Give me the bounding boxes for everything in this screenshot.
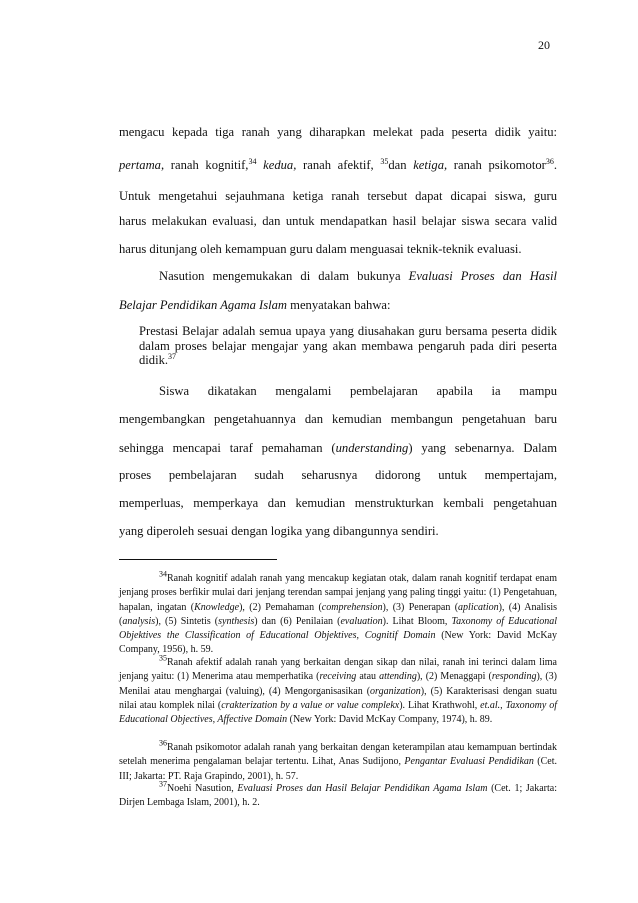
footnote-34: $^{34}$Ranah kognitif adalah ranah yang mencakup kegiatan otak, dalam ranah kognitif terdapat enam jenjang proses berfikir mulai dari jenjang terendan sampai jenjang yang paling tinggi yaitu: (1) Pengetahuan, hapalan, ingatan (Knowledge), (2) Pemahaman (comprehension), (3) Penerapan (aplication), (4) Analisis (analysis), (5) Sintetis (synthesis) dan (6) Penilaian (evaluation). Lihat Bloom, Taxonomy of Educational Objektives the Classification of Educational Objektives, Cognitif Domain (New York: David McKay Company, 1956), h. 59. <box>119 569 558 656</box>
footnote-ref-37[interactable]: 37 <box>168 351 177 361</box>
p1-line-3: Untuk mengetahui sejauhmana ketiga ranah tersebut dapat dicapai siswa, guru <box>119 189 557 203</box>
p3-line-1: Siswa dikatakan mengalami pembelajaran apabila ia mampu <box>159 384 557 398</box>
p2-line-1: Nasution mengemukakan di dalam bukunya Evaluasi Proses dan Hasil <box>159 269 558 283</box>
page-number: 20 <box>538 38 550 52</box>
p3-line-3: sehingga mencapai taraf pemahaman (understanding) yang sebenarnya. Dalam <box>119 441 557 455</box>
main-text <box>119 0 557 560</box>
p1-line-1: mengacu kepada tiga ranah yang diharapkan melekat pada peserta didik yaitu: <box>119 125 557 139</box>
footnote-ref-36[interactable]: 36 <box>545 156 554 166</box>
footnote-ref-35[interactable]: 35 <box>380 156 389 166</box>
p3-line-2: mengembangkan pengetahuannya dan kemudian membangun pengetahuan baru <box>119 412 557 426</box>
p2-line-2: Belajar Pendidikan Agama Islam menyatakan bahwa: <box>119 298 391 312</box>
footnote-divider <box>119 559 277 560</box>
footnote-37: $^{37}$Noehi Nasution, Evaluasi Proses dan Hasil Belajar Pendidikan Agama Islam (Cet. 1; Jakarta: Dirjen Lembaga Islam, 2001), h. 2. <box>119 779 557 809</box>
p3-line-5: memperluas, memperkaya dan kemudian menstrukturkan kembali pengetahuan <box>119 496 557 510</box>
block-quote: Prestasi Belajar adalah semua upaya yang diusahakan guru bersama peserta didik dalam proses belajar mengajar yang akan membawa pengaruh pada diri peserta didik.$^{37}$ <box>139 324 557 367</box>
p1-line-4: harus melakukan evaluasi, dan untuk mendapatkan hasil belajar siswa secara valid <box>119 214 557 228</box>
p1-line-5: harus ditunjang oleh kemampuan guru dalam menguasai teknik-teknik evaluasi. <box>119 242 522 256</box>
footnote-ref-34[interactable]: 34 <box>248 156 257 166</box>
footnote-36: $^{36}$Ranah psikomotor adalah ranah yang berkaitan dengan keterampilan atau kemampuan bertindak setelah menerima pengalaman belajar tertentu. Lihat, Anas Sudijono, Pengantar Evaluasi Pendidikan (Cet. III; Jakarta: PT. Raja Grapindo, 2001), h. 57. <box>119 738 557 782</box>
p3-line-4: proses pembelajaran sudah seharusnya didorong untuk mempertajam, <box>119 468 557 482</box>
p1-line-2: pertama, ranah kognitif,$^{34}$ kedua, ranah afektif, $^{35}$dan ketiga, ranah psikomotor$^{36}$. <box>119 156 557 172</box>
p3-line-6: yang diperoleh sesuai dengan logika yang dibangunnya sendiri. <box>119 524 439 538</box>
footnote-35: $^{35}$Ranah afektif adalah ranah yang berkaitan dengan sikap dan nilai, ranah ini terinci dalam lima jenjang yaitu: (1) Menerima atau memperhatika (receiving atau attending), (2) Menaggapi (responding), (3) Menilai atau menghargai (valuing), (4) Mengorganisasikan (organization), (5) Karakterisasi dengan suatu nilai atau komplek nilai (crakterization by a value or value complekx). Lihat Krathwohl, et.al., Taxonomy of Educational Objectives, Affective Domain (New York: David McKay Company, 1974), h. 89. <box>119 653 558 726</box>
